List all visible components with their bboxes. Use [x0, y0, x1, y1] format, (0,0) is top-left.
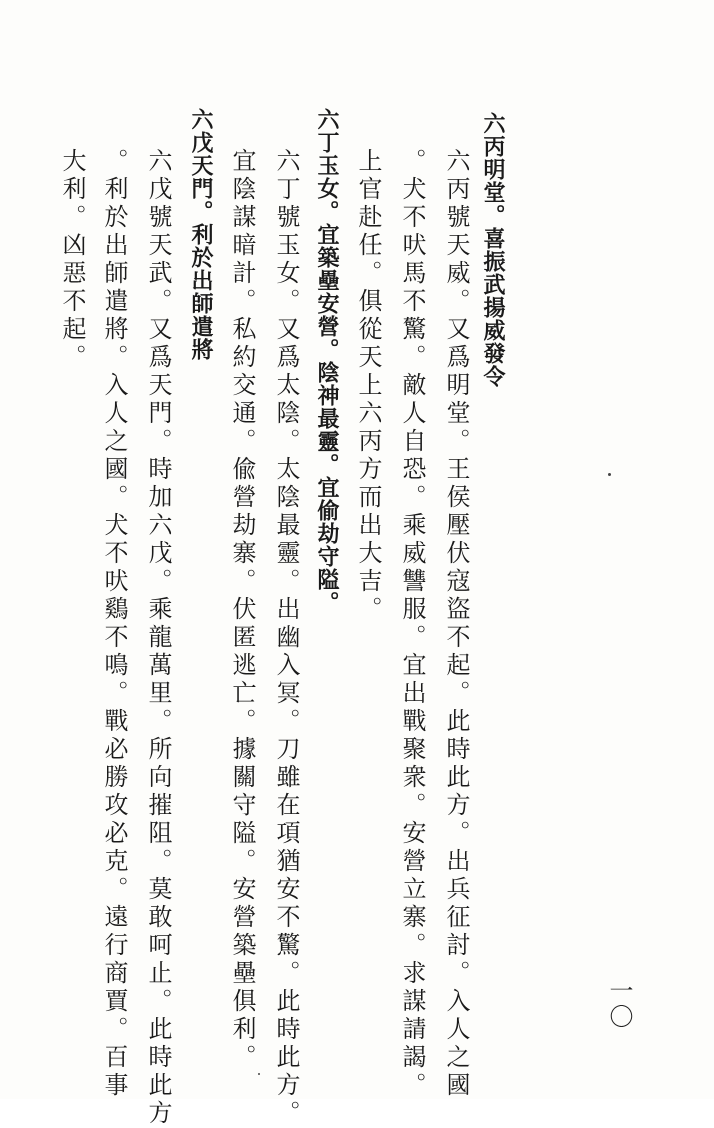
text-column-2: 。犬不吠馬不驚。敵人自恐。乘威讐服。宜出戰聚衆。安營立寨。求謀請謁。: [398, 148, 426, 1100]
text-column-5: 宜陰謀暗計。私約交通。偸營劫寨。伏匿逃亡。據關守隘。安營築壘俱利。: [228, 148, 256, 1072]
text-column-3: 上官赴任。俱從天上六丙方而出大吉。: [354, 148, 382, 624]
text-column-6: 六戊號天武。又爲天門。時加六戊。乘龍萬里。所向摧阻。莫敢呵止。此時此方: [144, 148, 172, 1128]
text-column-1: 六丙號天威。又爲明堂。王侯壓伏寇盜不起。此時此方。出兵征討。入人之國: [442, 148, 470, 1100]
text-column-7: 。利於出師遣將。入人之國。犬不吠鷄不鳴。戰必勝攻必克。遠行商賈。百事: [100, 148, 128, 1100]
section-heading-liubing: 六丙明堂。喜振武揚威發令: [480, 112, 506, 388]
text-column-8: 大利。凶惡不起。: [58, 148, 86, 372]
page-number: 一〇: [605, 978, 633, 1030]
section-heading-liuwu: 六戊天門。利於出師遣將: [188, 108, 214, 361]
section-heading-liuding: 六丁玉女。宜築壘安營。陰神最靈。宜偷劫守隘。: [314, 108, 340, 614]
text-column-4: 六丁號玉女。又爲太陰。太陰最靈。出幽入冥。刀雖在項猶安不驚。此時此方。: [272, 148, 300, 1128]
scan-speck: [608, 473, 611, 476]
scan-speck: [258, 1073, 260, 1075]
